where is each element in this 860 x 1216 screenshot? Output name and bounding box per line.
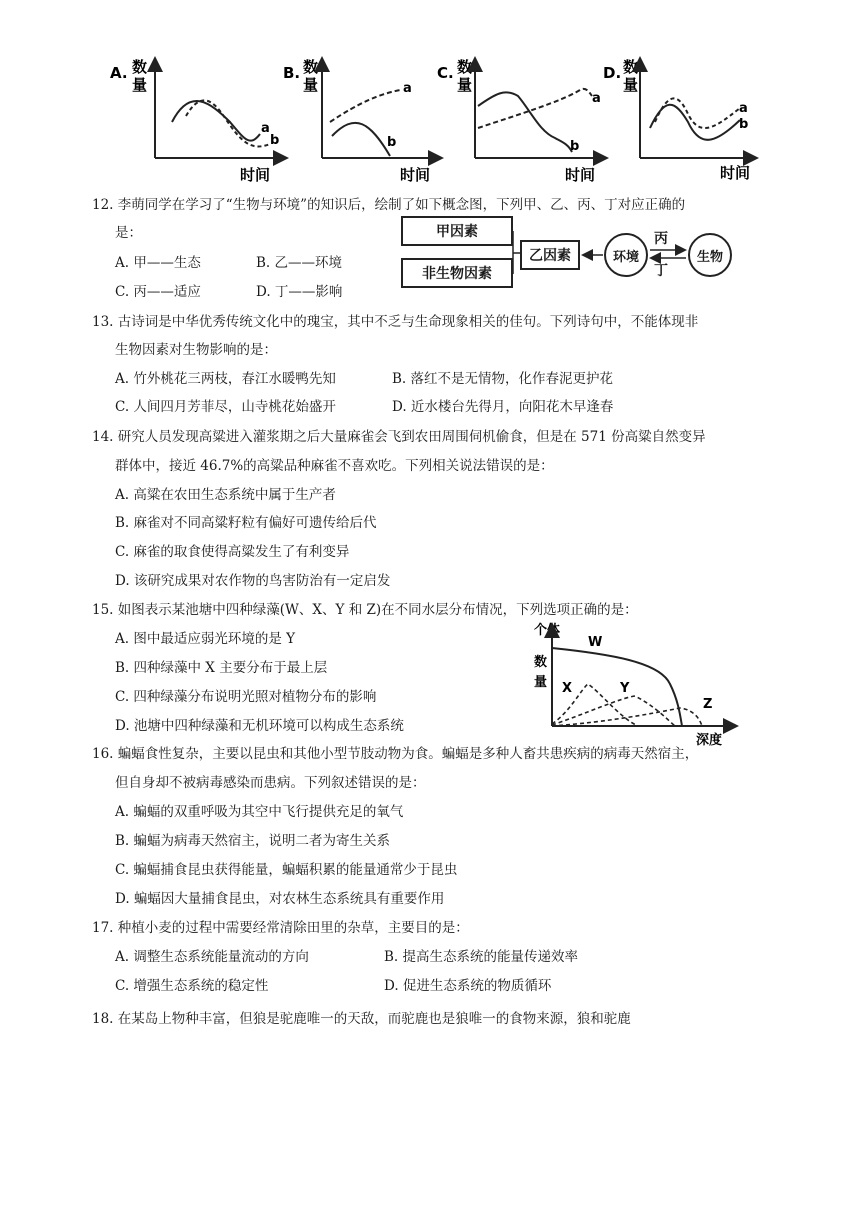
graph-a-letter: A. — [110, 64, 128, 82]
graph-b-xlabel: 时间 — [400, 166, 431, 184]
graph-d-series-b: b — [739, 117, 749, 132]
graph-b-curve-a — [330, 90, 400, 122]
graph-d-curve-a — [655, 98, 740, 128]
graph-a-ylabel-2: 量 — [132, 76, 148, 94]
q12-option-d: D. 丁——影响 — [256, 284, 343, 300]
q12-stem-line1: 12. 李萌同学在学习了“生物与环境”的知识后，绘制了如下概念图，下列甲、乙、丙、丁对应正确的 — [92, 197, 686, 213]
curve-label-z: Z — [703, 697, 713, 712]
graph-b-series-b: b — [387, 135, 397, 150]
q17-option-d: D. 促进生态系统的物质循环 — [384, 978, 552, 994]
q15-option-d: D. 池塘中四种绿藻和无机环境可以构成生态系统 — [115, 718, 404, 734]
graph-b-ylabel-2: 量 — [303, 76, 319, 94]
diagram-circle-env: 环境 — [604, 233, 648, 277]
q14-option-b: B. 麻雀对不同高粱籽粒有偏好可遗传给后代 — [115, 515, 377, 531]
q16-stem-line1: 16. 蝙蝠食性复杂，主要以昆虫和其他小型节肢动物为食。蝙蝠是多种人畜共患疾病的病毒天然宿主， — [92, 746, 699, 762]
q17-option-c: C. 增强生态系统的稳定性 — [115, 978, 269, 994]
graph-c-series-b: b — [570, 139, 580, 154]
graph-d — [603, 58, 755, 182]
chart-ylabel-2: 数 — [534, 655, 548, 670]
q14-option-c: C. 麻雀的取食使得高粱发生了有利变异 — [115, 544, 350, 560]
q13-option-c: C. 人间四月芳菲尽，山寺桃花始盛开 — [115, 399, 336, 415]
q16-option-d: D. 蝙蝠因大量捕食昆虫，对农林生态系统具有重要作用 — [115, 891, 445, 907]
curve-label-w: W — [588, 635, 603, 650]
q16-stem-line2: 但自身却不被病毒感染而患病。下列叙述错误的是： — [115, 775, 426, 791]
q13-stem-line1: 13. 古诗词是中华优秀传统文化中的瑰宝，其中不乏与生命现象相关的佳句。下列诗句中，不能体现非 — [92, 314, 699, 330]
population-graphs — [100, 52, 760, 186]
q13-option-d: D. 近水楼台先得月，向阳花木早逢春 — [392, 399, 614, 415]
q17-stem: 17. 种植小麦的过程中需要经常清除田里的杂草，主要目的是： — [92, 920, 469, 936]
diagram-label-ding: 丁 — [654, 263, 668, 279]
graph-d-series-a: a — [739, 101, 748, 116]
chart-ylabel-0: 个 — [534, 623, 548, 638]
curve-y — [552, 696, 675, 726]
graph-a — [110, 58, 285, 184]
graph-b-ylabel-1: 数 — [303, 58, 319, 76]
graph-d-letter: D. — [603, 64, 622, 82]
graph-d-ylabel-1: 数 — [623, 58, 639, 76]
graph-a-series-a: a — [261, 121, 270, 136]
q13-stem-line2: 生物因素对生物影响的是： — [115, 342, 277, 358]
graph-d-xlabel: 时间 — [720, 164, 751, 182]
diagram-label-bing: 丙 — [654, 231, 668, 247]
graph-c — [437, 58, 605, 184]
q12-stem-line2: 是： — [115, 225, 142, 241]
algae-depth-chart — [530, 622, 740, 748]
graph-c-ylabel-2: 量 — [457, 76, 473, 94]
graph-a-curve-b — [186, 100, 270, 146]
q14-stem-line1: 14. 研究人员发现高粱进入灌浆期之后大量麻雀会飞到农田周围伺机偷食，但是在 571 份高粱自然变异 — [92, 429, 706, 445]
graph-b — [283, 58, 440, 184]
graph-b-series-a: a — [403, 81, 412, 96]
chart-ylabel-1: 体 — [547, 623, 561, 638]
q16-option-c: C. 蝙蝠捕食昆虫获得能量，蝙蝠积累的能量通常少于昆虫 — [115, 862, 458, 878]
q15-option-b: B. 四种绿藻中 X 主要分布于最上层 — [115, 660, 328, 676]
graph-c-series-a: a — [592, 91, 601, 106]
q13-option-a: A. 竹外桃花三两枝，春江水暖鸭先知 — [115, 371, 336, 387]
diagram-arrows — [510, 222, 700, 288]
q16-option-a: A. 蝙蝠的双重呼吸为其空中飞行提供充足的氧气 — [115, 804, 404, 820]
q17-option-b: B. 提高生态系统的能量传递效率 — [384, 949, 579, 965]
graph-a-ylabel-1: 数 — [132, 58, 148, 76]
q18-stem: 18. 在某岛上物种丰富，但狼是驼鹿唯一的天敌，而驼鹿也是狼唯一的食物来源，狼和驼鹿 — [92, 1011, 631, 1027]
diagram-circle-bio: 生物 — [688, 233, 732, 277]
chart-ylabel-3: 量 — [534, 675, 548, 690]
q12-option-b: B. 乙——环境 — [256, 255, 343, 271]
graph-c-ylabel-1: 数 — [457, 58, 473, 76]
curve-label-y: Y — [620, 681, 630, 696]
graph-c-xlabel: 时间 — [565, 166, 596, 184]
graph-b-curve-b — [332, 123, 390, 156]
q12-option-c: C. 丙——适应 — [115, 284, 201, 300]
graph-b-letter: B. — [283, 64, 301, 82]
q17-option-a: A. 调整生态系统能量流动的方向 — [115, 949, 309, 965]
q15-stem: 15. 如图表示某池塘中四种绿藻(W、X、Y 和 Z)在不同水层分布情况，下列选项正确的是： — [92, 602, 638, 618]
q15-option-c: C. 四种绿藻分布说明光照对植物分布的影响 — [115, 689, 377, 705]
q16-option-b: B. 蝙蝠为病毒天然宿主，说明二者为寄生关系 — [115, 833, 391, 849]
diagram-box-nonbio: 非生物因素 — [401, 258, 513, 288]
graph-c-letter: C. — [437, 64, 454, 82]
chart-xlabel: 深度 — [696, 733, 723, 748]
graph-d-ylabel-2: 量 — [623, 76, 639, 94]
graph-d-curve-b — [650, 105, 740, 140]
diagram-box-jia: 甲因素 — [401, 216, 513, 246]
diagram-box-yi: 乙因素 — [520, 240, 580, 270]
q12-option-a: A. 甲——生态 — [115, 255, 201, 271]
graph-a-xlabel: 时间 — [240, 166, 271, 184]
q15-option-a: A. 图中最适应弱光环境的是 Y — [115, 631, 296, 647]
curve-label-x: X — [562, 681, 573, 696]
q13-option-b: B. 落红不是无情物，化作春泥更护花 — [392, 371, 614, 387]
graph-a-series-b: b — [270, 133, 280, 148]
q14-option-a: A. 高粱在农田生态系统中属于生产者 — [115, 487, 336, 503]
q14-stem-line2: 群体中，接近 46.7%的高粱品种麻雀不喜欢吃。下列相关说法错误的是： — [115, 458, 554, 474]
q14-option-d: D. 该研究成果对农作物的鸟害防治有一定启发 — [115, 573, 391, 589]
